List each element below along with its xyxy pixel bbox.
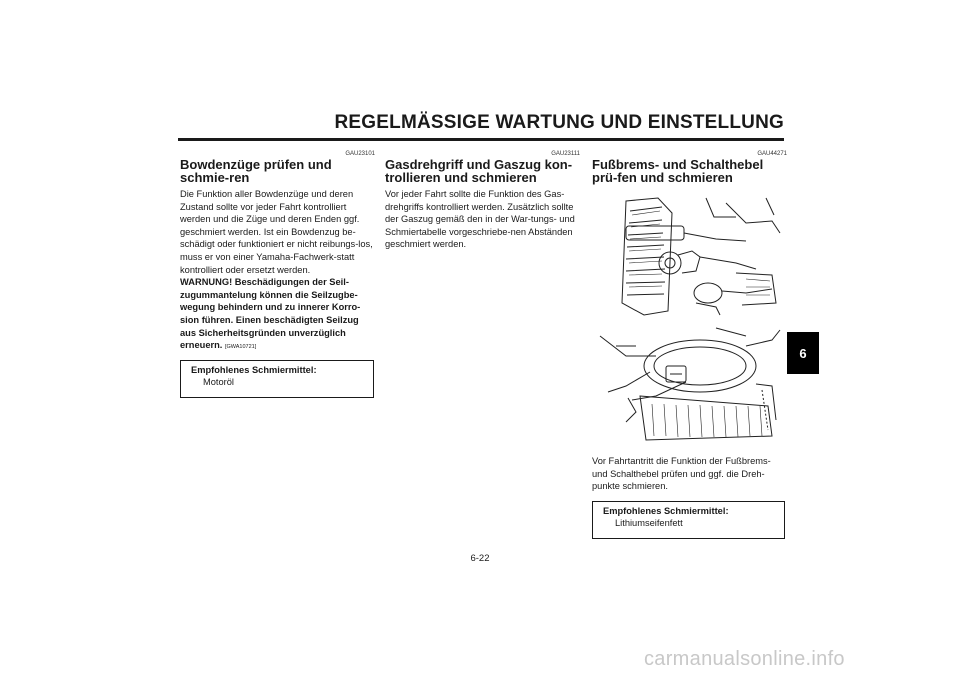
lubricant-value: Motoröl [203,376,235,387]
page-number: 6-22 [470,553,490,564]
section-throttle [385,150,580,251]
warning-body: WARNUNG! Beschädigungen der Seil-zugummantelung können die Seilzugbe-wegung behindern und zu innerer Korro-sion führen. Einen beschädigten Seilzug aus Sicherheitsgründen unverzüglich erneuern. [180,277,361,351]
section-cables [180,150,375,354]
section-pedals [592,150,787,188]
watermark: carmanualsonline.info [644,648,845,670]
section-body: Vor jeder Fahrt sollte die Funktion des Gas-drehgriffs kontrolliert werden. Zusätzlich sollte der Gaszug gemäß den in der War-tungs- und Schmiertabelle vorgeschriebe-nen Abständen geschmiert werden. [385,189,575,250]
page-header: REGELMÄSSIGE WARTUNG UND EINSTELLUNG [334,112,784,133]
lubricant-title: Empfohlenes Schmiermittel: [191,365,317,375]
section-heading: Bowdenzüge prüfen und schmie-ren [180,157,332,185]
lubricant-box [592,501,785,539]
shift-lever-illustration [596,326,784,444]
section-code: GAU44271 [757,151,787,157]
lubricant-value: Lithiumseifenfett [615,517,683,528]
lubricant-box [180,360,374,398]
pedal-instructions [592,455,787,493]
section-heading: Fußbrems- und Schalthebel prü-fen und schmieren [592,157,764,185]
brake-pedal-illustration [596,193,784,318]
section-code: GAU23101 [345,151,375,157]
chapter-tab: 6 [787,332,819,374]
lubricant-title: Empfohlenes Schmiermittel: [603,506,729,516]
section-heading: Gasdrehgriff und Gaszug kon-trollieren und schmieren [385,157,573,185]
section-code: GAU23111 [551,151,580,157]
section-body: Vor Fahrtantritt die Funktion der Fußbrems- und Schalthebel prüfen und ggf. die Dreh-punkte schmieren. [592,456,771,492]
section-body: Die Funktion aller Bowdenzüge und deren Zustand sollte vor jeder Fahrt kontrolliert werden und die Züge und deren Enden ggf. geschmiert werden. Ist ein Bowdenzug be-schädigt oder funktioniert er nicht reibungs-los, muss er von einer Yamaha-Fachwerk-statt kontrolliert oder ersetzt werden. [180,189,373,275]
warning-code: [GWA10721] [224,344,257,351]
header-rule [178,138,784,141]
warning-text [180,276,375,354]
